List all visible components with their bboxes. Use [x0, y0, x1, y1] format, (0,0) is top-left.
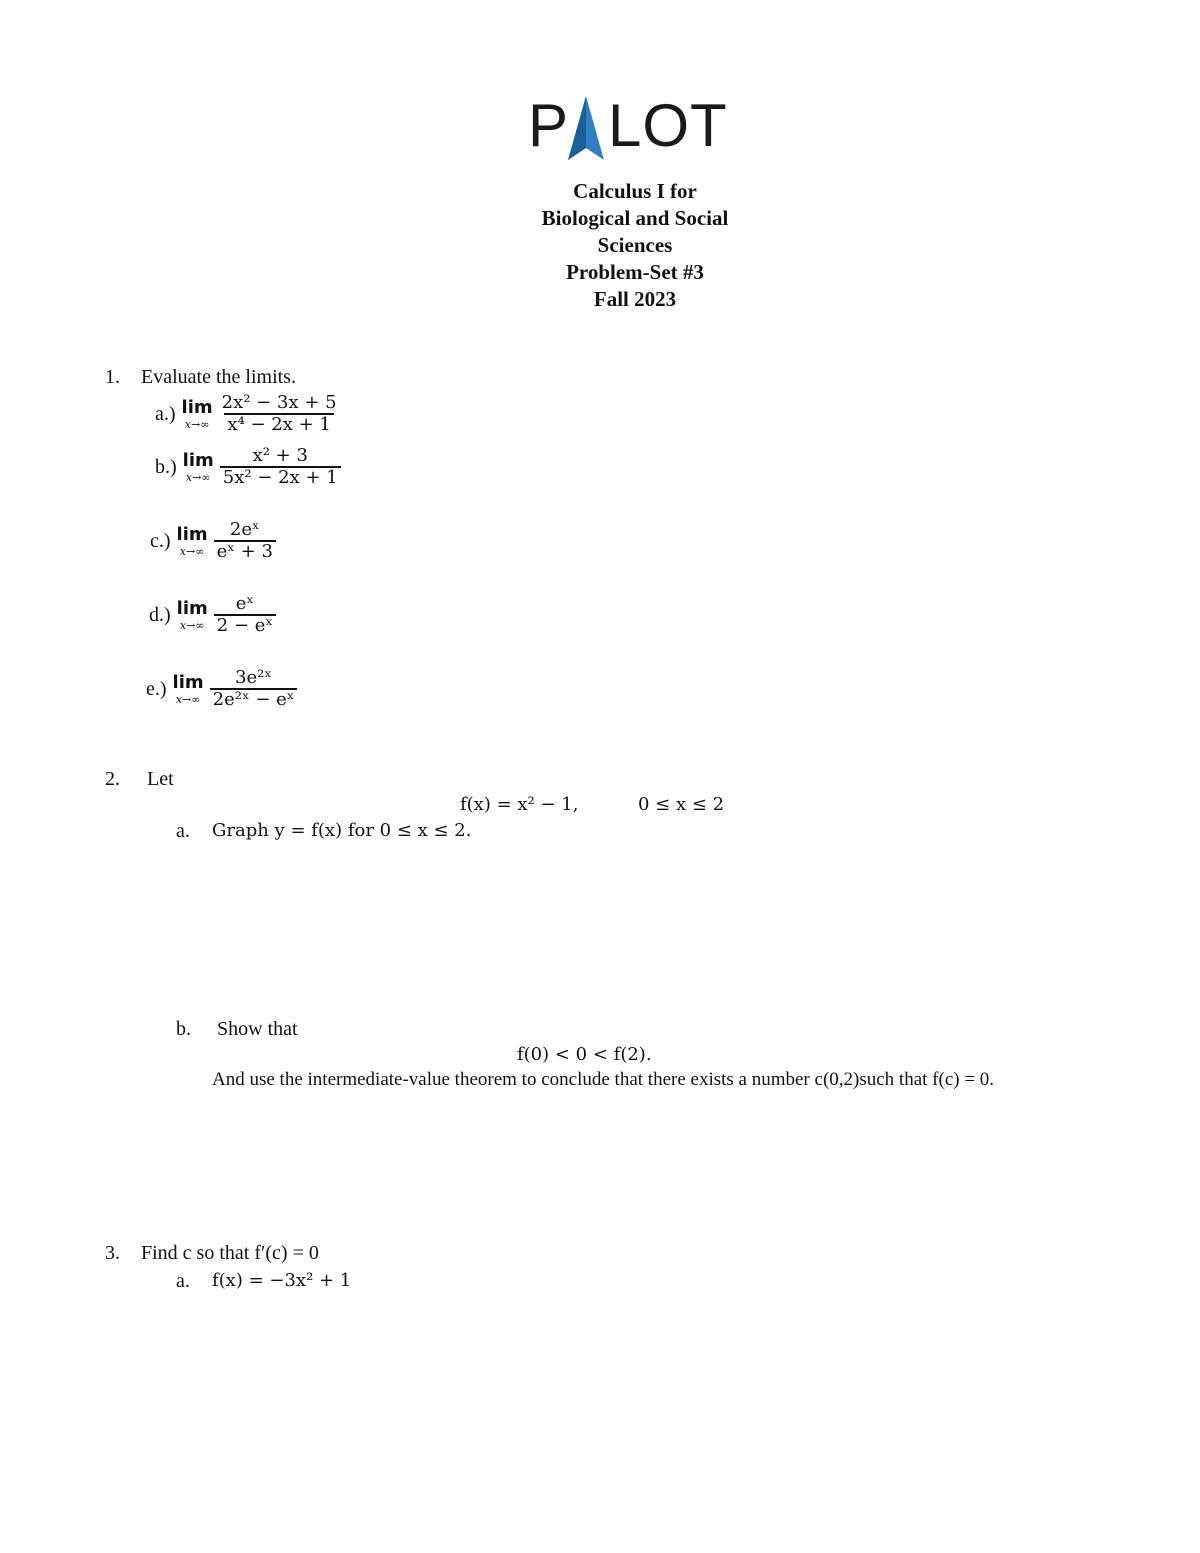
lim-word: lim: [176, 523, 208, 545]
limit-operator: [181, 396, 213, 431]
denominator: x⁴ − 2x + 1: [224, 413, 333, 435]
problem-2b-conclusion: And use the intermediate-value theorem to conclude that there exists a number c(0,2)such that f(c) = 0.: [212, 1069, 995, 1090]
problem-1-number: 1.: [105, 366, 120, 388]
fraction: [214, 520, 276, 562]
lim-subscript: x→∞: [179, 618, 205, 632]
lim-subscript: x→∞: [184, 417, 210, 431]
problem-1a: [155, 393, 340, 435]
problem-2b-text: Show that: [217, 1018, 298, 1040]
problem-1-prompt: Evaluate the limits.: [141, 366, 296, 388]
lim-word: lim: [182, 449, 214, 471]
problem-2b-label: b.: [176, 1018, 191, 1040]
problem-3-prompt: Find c so that f′(c) = 0: [141, 1242, 319, 1264]
part-label: e.): [146, 677, 167, 700]
problem-1b: [155, 446, 341, 488]
problem-3-number: 3.: [105, 1242, 120, 1264]
part-label: b.): [155, 455, 177, 478]
title-block: [430, 178, 840, 313]
numerator: eˣ: [235, 593, 255, 614]
numerator: 2eˣ: [229, 519, 260, 540]
problem-3a-text: f(x) = −3x² + 1: [212, 1270, 352, 1291]
logo-letters-lot: LOT: [608, 92, 728, 159]
fraction: [219, 393, 340, 435]
pilot-logo: [528, 92, 728, 162]
problem-2-prompt: Let: [147, 768, 174, 790]
logo-arrow-icon: [566, 96, 606, 162]
problem-1c: [150, 520, 276, 562]
denominator: 5x² − 2x + 1: [220, 466, 341, 488]
denominator: eˣ + 3: [214, 540, 276, 562]
title-line-5: Fall 2023: [593, 287, 677, 311]
problem-3a-label: a.: [176, 1270, 190, 1292]
fraction: [220, 446, 341, 488]
title-line-2: Biological and Social: [541, 206, 729, 230]
denominator: 2e²ˣ − eˣ: [210, 688, 298, 710]
lim-word: lim: [172, 671, 204, 693]
lim-subscript: x→∞: [175, 692, 201, 706]
problem-2-number: 2.: [105, 768, 120, 790]
lim-subscript: x→∞: [185, 470, 211, 484]
limit-operator: [176, 597, 208, 632]
limit-operator: [172, 671, 204, 706]
lim-subscript: x→∞: [179, 544, 205, 558]
part-label: d.): [149, 603, 171, 626]
title-line-4: Problem-Set #3: [566, 260, 704, 284]
function-definition: f(x) = x² − 1,: [460, 794, 579, 815]
part-label: c.): [150, 529, 171, 552]
numerator: x² + 3: [252, 445, 308, 466]
lim-word: lim: [176, 597, 208, 619]
fraction: [214, 594, 276, 636]
problem-2a-text: Graph y = f(x) for 0 ≤ x ≤ 2.: [212, 820, 472, 841]
fraction: [210, 668, 298, 710]
problem-2a-label: a.: [176, 820, 190, 842]
problem-1d: [149, 594, 276, 636]
numerator: 3e²ˣ: [235, 667, 273, 688]
title-line-3: Sciences: [597, 233, 673, 257]
limit-operator: [182, 449, 214, 484]
problem-1e: [146, 668, 297, 710]
denominator: 2 − eˣ: [214, 614, 276, 636]
numerator: 2x² − 3x + 5: [221, 392, 337, 413]
limit-operator: [176, 523, 208, 558]
function-domain: 0 ≤ x ≤ 2: [638, 794, 725, 815]
problem-2b-inequality: f(0) < 0 < f(2).: [517, 1044, 652, 1065]
title-line-1: Calculus I for: [573, 179, 697, 203]
part-label: a.): [155, 402, 176, 425]
lim-word: lim: [181, 396, 213, 418]
logo-letter-p: P: [528, 92, 570, 159]
